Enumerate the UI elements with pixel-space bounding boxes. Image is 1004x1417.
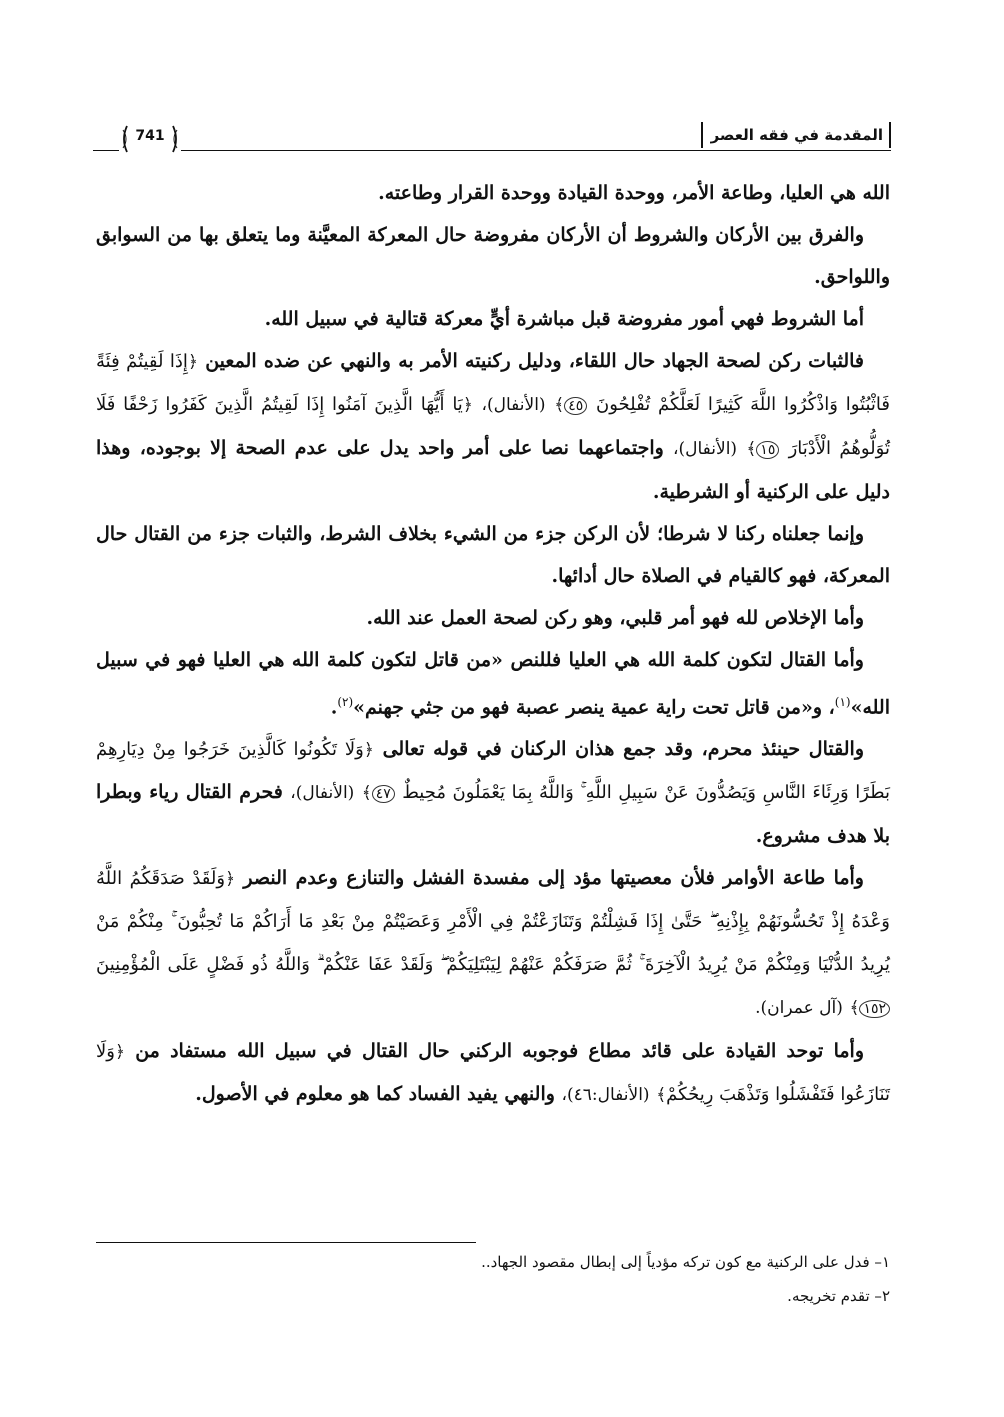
header-title-frame <box>701 122 891 148</box>
verse-close-bracket: ﴾ <box>656 1085 667 1106</box>
ayah-number: ١٥٢ <box>859 1000 890 1018</box>
paragraph-1: الله هي العليا، وطاعة الأمر، ووحدة القيادة ووحدة القرار وطاعته. <box>378 182 890 204</box>
footnote-ref-2[interactable]: (٢) <box>337 695 354 709</box>
paragraph-10-conclusion: والنهي يفيد الفساد كما هو معلوم في الأصول. <box>195 1083 555 1106</box>
verse-open-bracket: ﴿ <box>187 352 198 372</box>
paragraph-8-text: والقتال حينئذ محرم، وقد جمع هذان الركنان في قوله تعالى <box>382 738 864 761</box>
paragraph-8-conclusion: فحرم القتال رياء وبطرا بلا هدف مشروع. <box>96 781 890 848</box>
sura-reference: (الأنفال)، <box>481 395 546 415</box>
quran-verse: إِذَا لَقِيتُمْ فِئَةً فَاثْبُتُوا وَاذْكُرُوا اللَّهَ كَثِيرًا لَعَلَّكُمْ تُفْلِحُونَ <box>96 351 890 415</box>
quran-verse: وَلَقَدْ صَدَقَكُمُ اللَّهُ وَعْدَهُ إِذْ تَحُسُّونَهُمْ بِإِذْنِهِ ۖ حَتَّىٰ إِذَا فَشِلْتُمْ وَتَنَازَعْتُمْ فِي الْأَمْرِ وَعَصَيْتُمْ مِنْ بَعْدِ مَا أَرَاكُمْ مَا تُحِبُّونَ ۚ مِنْكُمْ مَنْ يُرِيدُ الدُّنْيَا وَمِنْكُمْ مَنْ يُرِيدُ الْآخِرَةَ ۚ ثُمَّ صَرَفَكُمْ عَنْهُمْ لِيَبْتَلِيَكُمْ ۖ وَلَقَدْ عَفَا عَنْكُمْ ۗ وَاللَّهُ ذُو فَضْلٍ عَلَى الْمُؤْمِنِينَ <box>96 868 890 976</box>
paragraph-10-text: وأما توحد القيادة على قائد مطاع فوجوبه الركني حال القتال في سبيل الله مستفاد من <box>135 1040 864 1063</box>
page-number-badge <box>119 124 181 154</box>
sura-reference: (الأنفال)، <box>673 439 738 459</box>
paragraph-7 <box>96 639 890 728</box>
verse-close-bracket: ﴾ <box>361 783 372 804</box>
page-number: 741 <box>135 128 165 144</box>
paragraph-8 <box>96 728 890 857</box>
sura-reference: (آل عمران). <box>755 998 843 1019</box>
paragraph-6: وأما الإخلاص لله فهو أمر قلبي، وهو ركن لصحة العمل عند الله. <box>366 607 864 629</box>
paragraph-7-text: وأما القتال لتكون كلمة الله هي العليا فللنص «من قاتل لتكون كلمة الله هي العليا فهو في سبيل الله» <box>96 649 890 719</box>
verse-close-bracket: ﴾ <box>849 998 860 1019</box>
verse-open-bracket: ﴿ <box>363 740 374 761</box>
paragraph-4-conclusion: واجتماعهما نصا على أمر واحد يدل على عدم الصحة إلا بوجوده، وهذا دليل على الركنية أو الشرطية. <box>96 437 890 503</box>
paragraph-5: وإنما جعلناه ركنا لا شرطا؛ لأن الركن جزء من الشيء بخلاف الشرط، والثبات جزء من القتال حال المعركة، فهو كالقيام في الصلاة حال أدائها. <box>96 523 890 587</box>
ayah-number: ٤٧ <box>372 785 395 803</box>
footnote-divider <box>96 1242 476 1243</box>
quran-verse: وَلَا تَكُونُوا كَالَّذِينَ خَرَجُوا مِنْ دِيَارِهِمْ بَطَرًا وَرِئَاءَ النَّاسِ وَيَصُدُّونَ عَنْ سَبِيلِ اللَّهِ ۚ وَاللَّهُ بِمَا يَعْمَلُونَ مُحِيطٌ <box>96 739 890 804</box>
paragraph-4-text: فالثبات ركن لصحة الجهاد حال اللقاء، ودليل ركنيته الأمر به والنهي عن ضده المعين <box>205 350 864 372</box>
sura-reference: (الأنفال:٤٦)، <box>561 1085 650 1106</box>
verse-open-bracket: ﴿ <box>462 395 473 415</box>
verse-close-bracket: ﴾ <box>554 395 565 415</box>
paragraph-4 <box>96 340 890 513</box>
quran-verse: وَلَا تَنَازَعُوا فَتَفْشَلُوا وَتَذْهَبَ رِيحُكُمْ <box>96 1041 890 1106</box>
main-text <box>96 172 890 1116</box>
footnote-2: ٢– تقدم تخريجه. <box>787 1287 890 1305</box>
sura-reference: (الأنفال)، <box>290 783 355 804</box>
verse-close-bracket: ﴾ <box>746 439 757 459</box>
footnote-1: ١– فدل على الركنية مع كون تركه مؤدياً إلى إبطال مقصود الجهاد.. <box>481 1253 890 1271</box>
header-rule <box>93 150 891 151</box>
footnotes <box>96 1242 890 1313</box>
footnote-ref-1[interactable]: (١) <box>834 695 851 709</box>
paragraph-7-text-2: ، و«من قاتل تحت راية عمية ينصر عصبة فهو من جثي جهنم» <box>353 696 835 719</box>
verse-open-bracket: ﴿ <box>114 1042 125 1063</box>
quran-verse: يَا أَيُّهَا الَّذِينَ آمَنُوا إِذَا لَقِيتُمُ الَّذِينَ كَفَرُوا زَحْفًا فَلَا تُوَلُّوهُمُ الْأَدْبَارَ <box>96 394 890 459</box>
verse-open-bracket: ﴿ <box>225 869 236 890</box>
footnote-divider-wrap <box>96 1242 890 1243</box>
paragraph-9-text: وأما طاعة الأوامر فلأن معصيتها مؤد إلى مفسدة الفشل والتنازع وعدم النصر <box>243 867 864 890</box>
paragraph-2: والفرق بين الأركان والشروط أن الأركان مفروضة حال المعركة المعيَّنة وما يتعلق بها من السوابق واللواحق. <box>96 224 890 288</box>
paragraph-10 <box>96 1030 890 1116</box>
running-title: المقدمة في فقه العصر <box>710 126 883 144</box>
page-header <box>93 118 891 158</box>
paragraph-3: أما الشروط فهي أمور مفروضة قبل مباشرة أيٍّ معركة قتالية في سبيل الله. <box>264 308 864 330</box>
ayah-number: ١٥ <box>756 441 779 459</box>
ayah-number: ٤٥ <box>564 397 587 415</box>
paragraph-9 <box>96 857 890 1030</box>
paragraph-7-end: . <box>330 696 338 719</box>
